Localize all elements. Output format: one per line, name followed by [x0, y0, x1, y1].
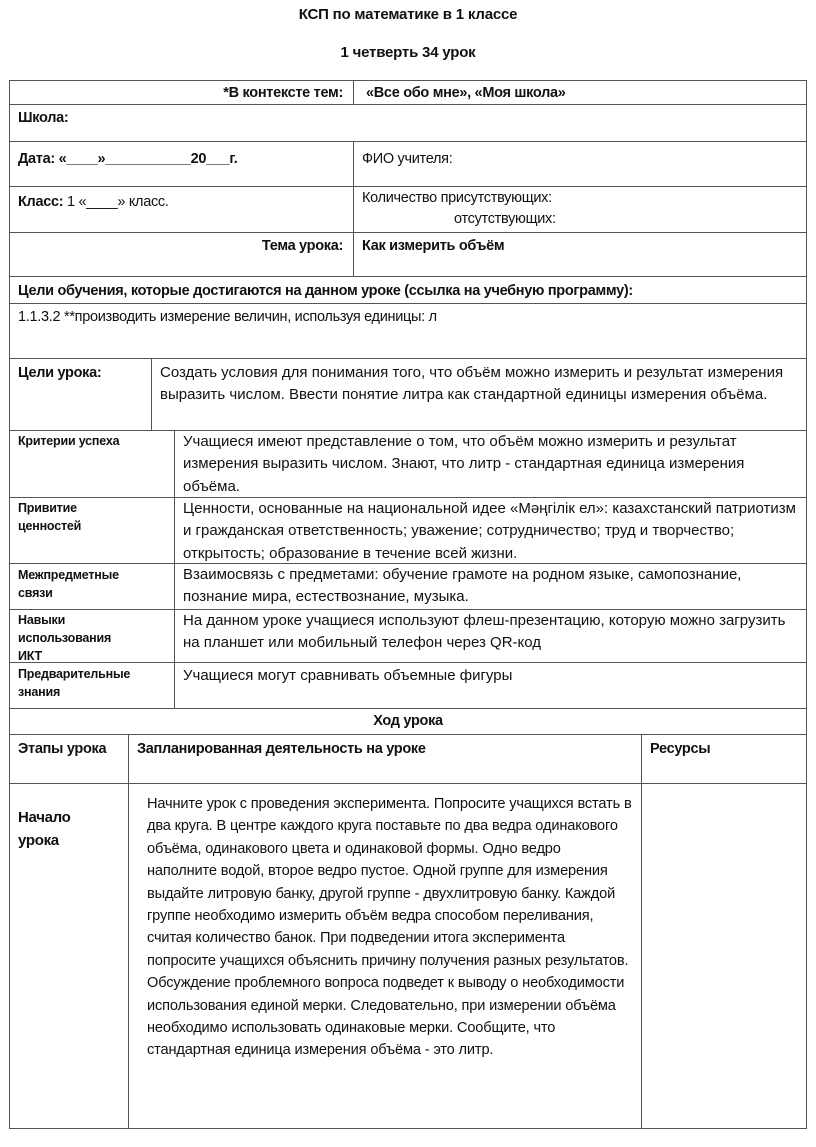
absent-count-label: отсутствующих:: [454, 211, 556, 227]
class-field: [10, 187, 353, 232]
column-stages: Этапы урока: [18, 741, 107, 757]
school-row: [9, 104, 807, 141]
class-value: 1 «____» класс.: [63, 194, 169, 210]
objectives-header: Цели обучения, которые достигаются на данном уроке (ссылка на учебную программу):: [18, 283, 633, 299]
prior-knowledge-label: Предварительные знания: [18, 667, 131, 699]
topic-value: Как измерить объём: [353, 233, 806, 276]
ict-skills-row: [9, 609, 807, 662]
prior-knowledge-value: Учащиеся могут сравнивать объемные фигуры: [174, 663, 806, 708]
lesson-goals-row: [9, 358, 807, 430]
document-title: КСП по математике в 1 классе: [298, 6, 518, 23]
values-row: [9, 497, 807, 563]
attendance-field: [353, 187, 806, 232]
objectives-header-row: [9, 276, 807, 303]
ict-skills-value: На данном уроке учащиеся используют флеш-презентацию, которую можно загрузить на планшет или мобильный телефон через QR-код: [174, 610, 806, 662]
lesson-goals-value: Создать условия для понимания того, что объём можно измерить и результат измерения выразить числом. Ввести понятие литра как стандартной единицы измерения объёма.: [151, 359, 806, 430]
objectives-row: [9, 303, 807, 358]
lesson-stage-row: [9, 783, 807, 1129]
lesson-flow-header-row: [9, 708, 807, 734]
stage-activity: Начните урок с проведения эксперимента. Попросите учащихся встать в два круга. В центре каждого круга поставьте по два ведра одинакового объёма, одинакового цвета и одинаковой формы. Одно ведро наполните водой, второе ведро пустое. Одной группе для измерения выдайте литровую банку, другой группе - двухлитровую банку. Каждой группе необходимо измерить объём ведра способом переливания, считая количество банок. При подведении итога эксперимента попросите учащихся объяснить причину получения разных результатов. Обсуждение проблемного вопроса подведет к выводу о необходимости использования единой мерки. Следовательно, при измерении объёма необходимо использовать одинаковые мерки. Сообщите, что стандартная единица измерения объёма - это литр.: [128, 784, 641, 1128]
stage-resources: [641, 784, 806, 1128]
context-value: «Все обо мне», «Моя школа»: [353, 81, 806, 104]
values-label: Привитие ценностей: [18, 501, 82, 533]
objectives-value: [10, 304, 806, 358]
context-row: [9, 80, 807, 104]
topic-row: [9, 232, 807, 276]
column-resources: Ресурсы: [641, 735, 806, 783]
lesson-goals-label: Цели урока:: [18, 365, 102, 381]
school-label: Школа:: [18, 110, 69, 126]
prior-knowledge-row: [9, 662, 807, 708]
success-criteria-label: Критерии успеха: [18, 434, 120, 448]
lesson-flow-columns-row: [9, 734, 807, 783]
context-label: *В контексте тем:: [223, 85, 343, 101]
document-subtitle: 1 четверть 34 урок: [340, 44, 476, 61]
topic-label: Тема урока:: [261, 238, 343, 254]
values-value: Ценности, основанные на национальной идее «Мәңгілік ел»: казахстанский патриотизм и гражданская ответственность; уважение; сотрудничество; труд и творчество; открытость; образование в течение всей жизни.: [174, 498, 806, 563]
cross-subject-row: [9, 563, 807, 609]
teacher-name-label: ФИО учителя:: [353, 142, 806, 186]
success-criteria-value: Учащиеся имеют представление о том, что объём можно измерить и результат измерения выразить числом. Знают, что литр - стандартная единица измерения объёма.: [174, 431, 806, 497]
class-label: Класс:: [18, 194, 64, 210]
present-count-label: Количество присутствующих:: [362, 190, 552, 206]
cross-subject-label: Межпредметные связи: [18, 568, 119, 600]
success-criteria-row: [9, 430, 807, 497]
date-teacher-row: [9, 141, 807, 186]
column-activity: Запланированная деятельность на уроке: [128, 735, 641, 783]
objective-text: производить измерение величин, используя единицы: л: [74, 309, 437, 325]
class-attendance-row: [9, 186, 807, 232]
lesson-flow-header: Ход урока: [373, 713, 443, 729]
date-field: Дата: «____»___________20___г.: [18, 151, 238, 167]
ict-skills-label: Навыки использования ИКТ: [18, 613, 112, 663]
objective-code: 1.1.3.2 **: [18, 309, 75, 325]
stage-name: Начало урока: [18, 809, 71, 849]
cross-subject-value: Взаимосвязь с предметами: обучение грамоте на родном языке, самопознание, познание мира, естествознание, музыка.: [174, 564, 806, 609]
